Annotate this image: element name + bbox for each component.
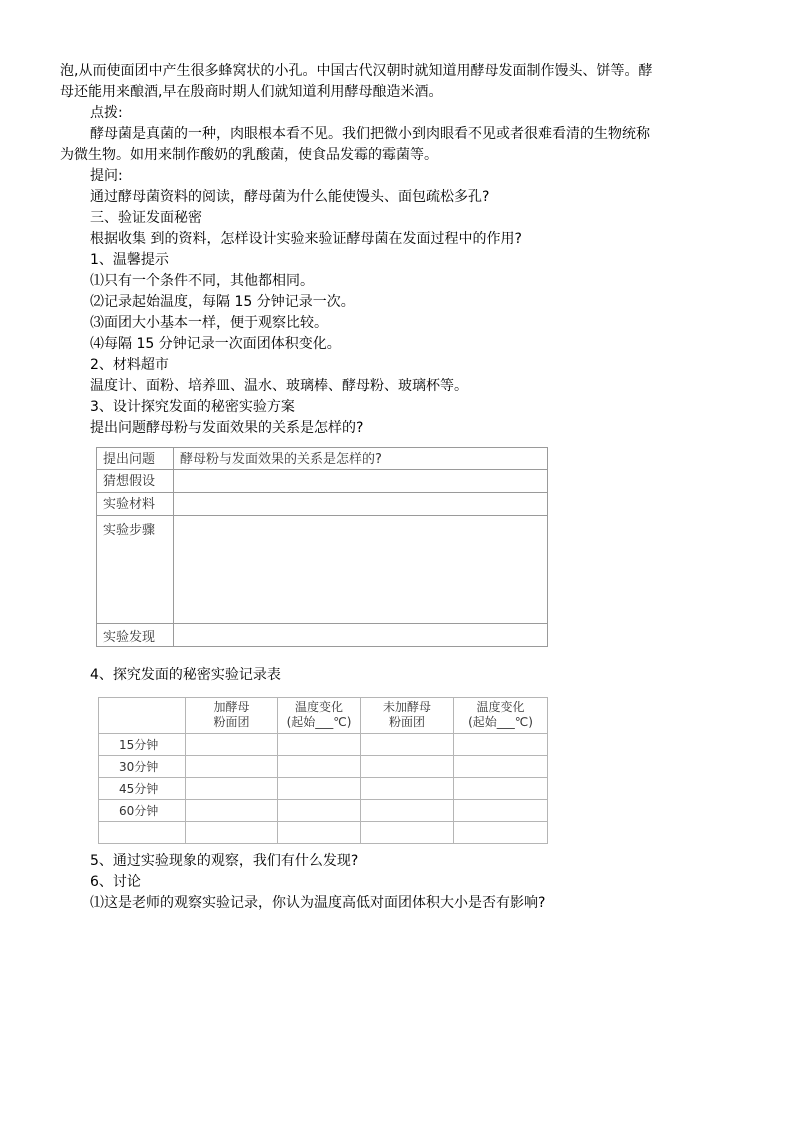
table-header-cell: 温度变化 (起始___℃) — [454, 698, 548, 734]
table-row — [99, 734, 548, 756]
paragraph-line: 温度计、面粉、培养皿、温水、玻璃棒、酵母粉、玻璃杯等。 — [90, 378, 468, 394]
experiment-plan-table — [96, 447, 548, 647]
table-row — [97, 624, 548, 647]
table-row — [99, 778, 548, 800]
list-item: ⑵记录起始温度，每隔 15 分钟记录一次。 — [90, 294, 355, 310]
table-cell-value — [174, 493, 548, 516]
table-header-row — [99, 698, 548, 734]
paragraph-line: 酵母菌是真菌的一种，肉眼根本看不见。我们把微小到肉眼看不见或者很难看清的生物统称 — [90, 126, 650, 142]
time-cell: 60分钟 — [99, 800, 186, 822]
table-row — [97, 448, 548, 470]
time-cell: 30分钟 — [99, 756, 186, 778]
table-cell-label: 提出问题 — [97, 448, 174, 470]
subsection-heading: 4、探究发面的秘密实验记录表 — [90, 667, 281, 683]
list-item: ⑴只有一个条件不同，其他都相同。 — [90, 273, 314, 289]
paragraph-line: 泡,从而使面团中产生很多蜂窝状的小孔。中国古代汉朝时就知道用酵母发面制作馒头、饼等。酵 — [60, 63, 653, 79]
list-item: ⑶面团大小基本一样，便于观察比较。 — [90, 315, 328, 331]
table-header-cell: 未加酵母 粉面团 — [361, 698, 454, 734]
table-cell-label: 实验材料 — [97, 493, 174, 516]
table-cell-label: 实验步骤 — [97, 516, 174, 624]
list-item: ⑷每隔 15 分钟记录一次面团体积变化。 — [90, 336, 341, 352]
table-header-cell: 温度变化 (起始___℃) — [278, 698, 361, 734]
table-row — [97, 516, 548, 624]
subsection-heading: 3、设计探究发面的秘密实验方案 — [90, 399, 295, 415]
question-line: 通过酵母菌资料的阅读，酵母菌为什么能使馒头、面包疏松多孔? — [90, 189, 490, 205]
time-cell: 45分钟 — [99, 778, 186, 800]
table-cell-value — [174, 470, 548, 493]
subsection-heading: 1、温馨提示 — [90, 252, 169, 268]
time-cell: 15分钟 — [99, 734, 186, 756]
experiment-record-table — [98, 697, 548, 844]
table-row — [99, 756, 548, 778]
table-row — [97, 493, 548, 516]
table-row — [97, 470, 548, 493]
table-cell-value — [174, 624, 548, 647]
table-cell-label: 实验发现 — [97, 624, 174, 647]
table-cell-value — [174, 516, 548, 624]
list-item: ⑴这是老师的观察实验记录，你认为温度高低对面团体积大小是否有影响? — [90, 895, 546, 911]
table-header-cell — [99, 698, 186, 734]
paragraph-line: 为微生物。如用来制作酸奶的乳酸菌，使食品发霉的霉菌等。 — [60, 147, 438, 163]
paragraph-line: 提出问题酵母粉与发面效果的关系是怎样的? — [90, 420, 364, 436]
table-row — [99, 822, 548, 844]
subsection-heading: 5、通过实验现象的观察，我们有什么发现? — [90, 853, 359, 869]
table-header-cell: 加酵母 粉面团 — [186, 698, 278, 734]
paragraph-line: 母还能用来酿酒,早在殷商时期人们就知道利用酵母酿造米酒。 — [60, 84, 443, 100]
section-label: 点拨: — [90, 105, 123, 121]
time-cell — [99, 822, 186, 844]
subsection-heading: 2、材料超市 — [90, 357, 169, 373]
section-heading: 三、验证发面秘密 — [90, 210, 202, 226]
table-row — [99, 800, 548, 822]
subsection-heading: 6、讨论 — [90, 874, 141, 890]
table-cell-value: 酵母粉与发面效果的关系是怎样的? — [174, 448, 548, 470]
table-cell-label: 猜想假设 — [97, 470, 174, 493]
paragraph-line: 根据收集 到的资料，怎样设计实验来验证酵母菌在发面过程中的作用? — [90, 231, 522, 247]
section-label: 提问: — [90, 168, 123, 184]
